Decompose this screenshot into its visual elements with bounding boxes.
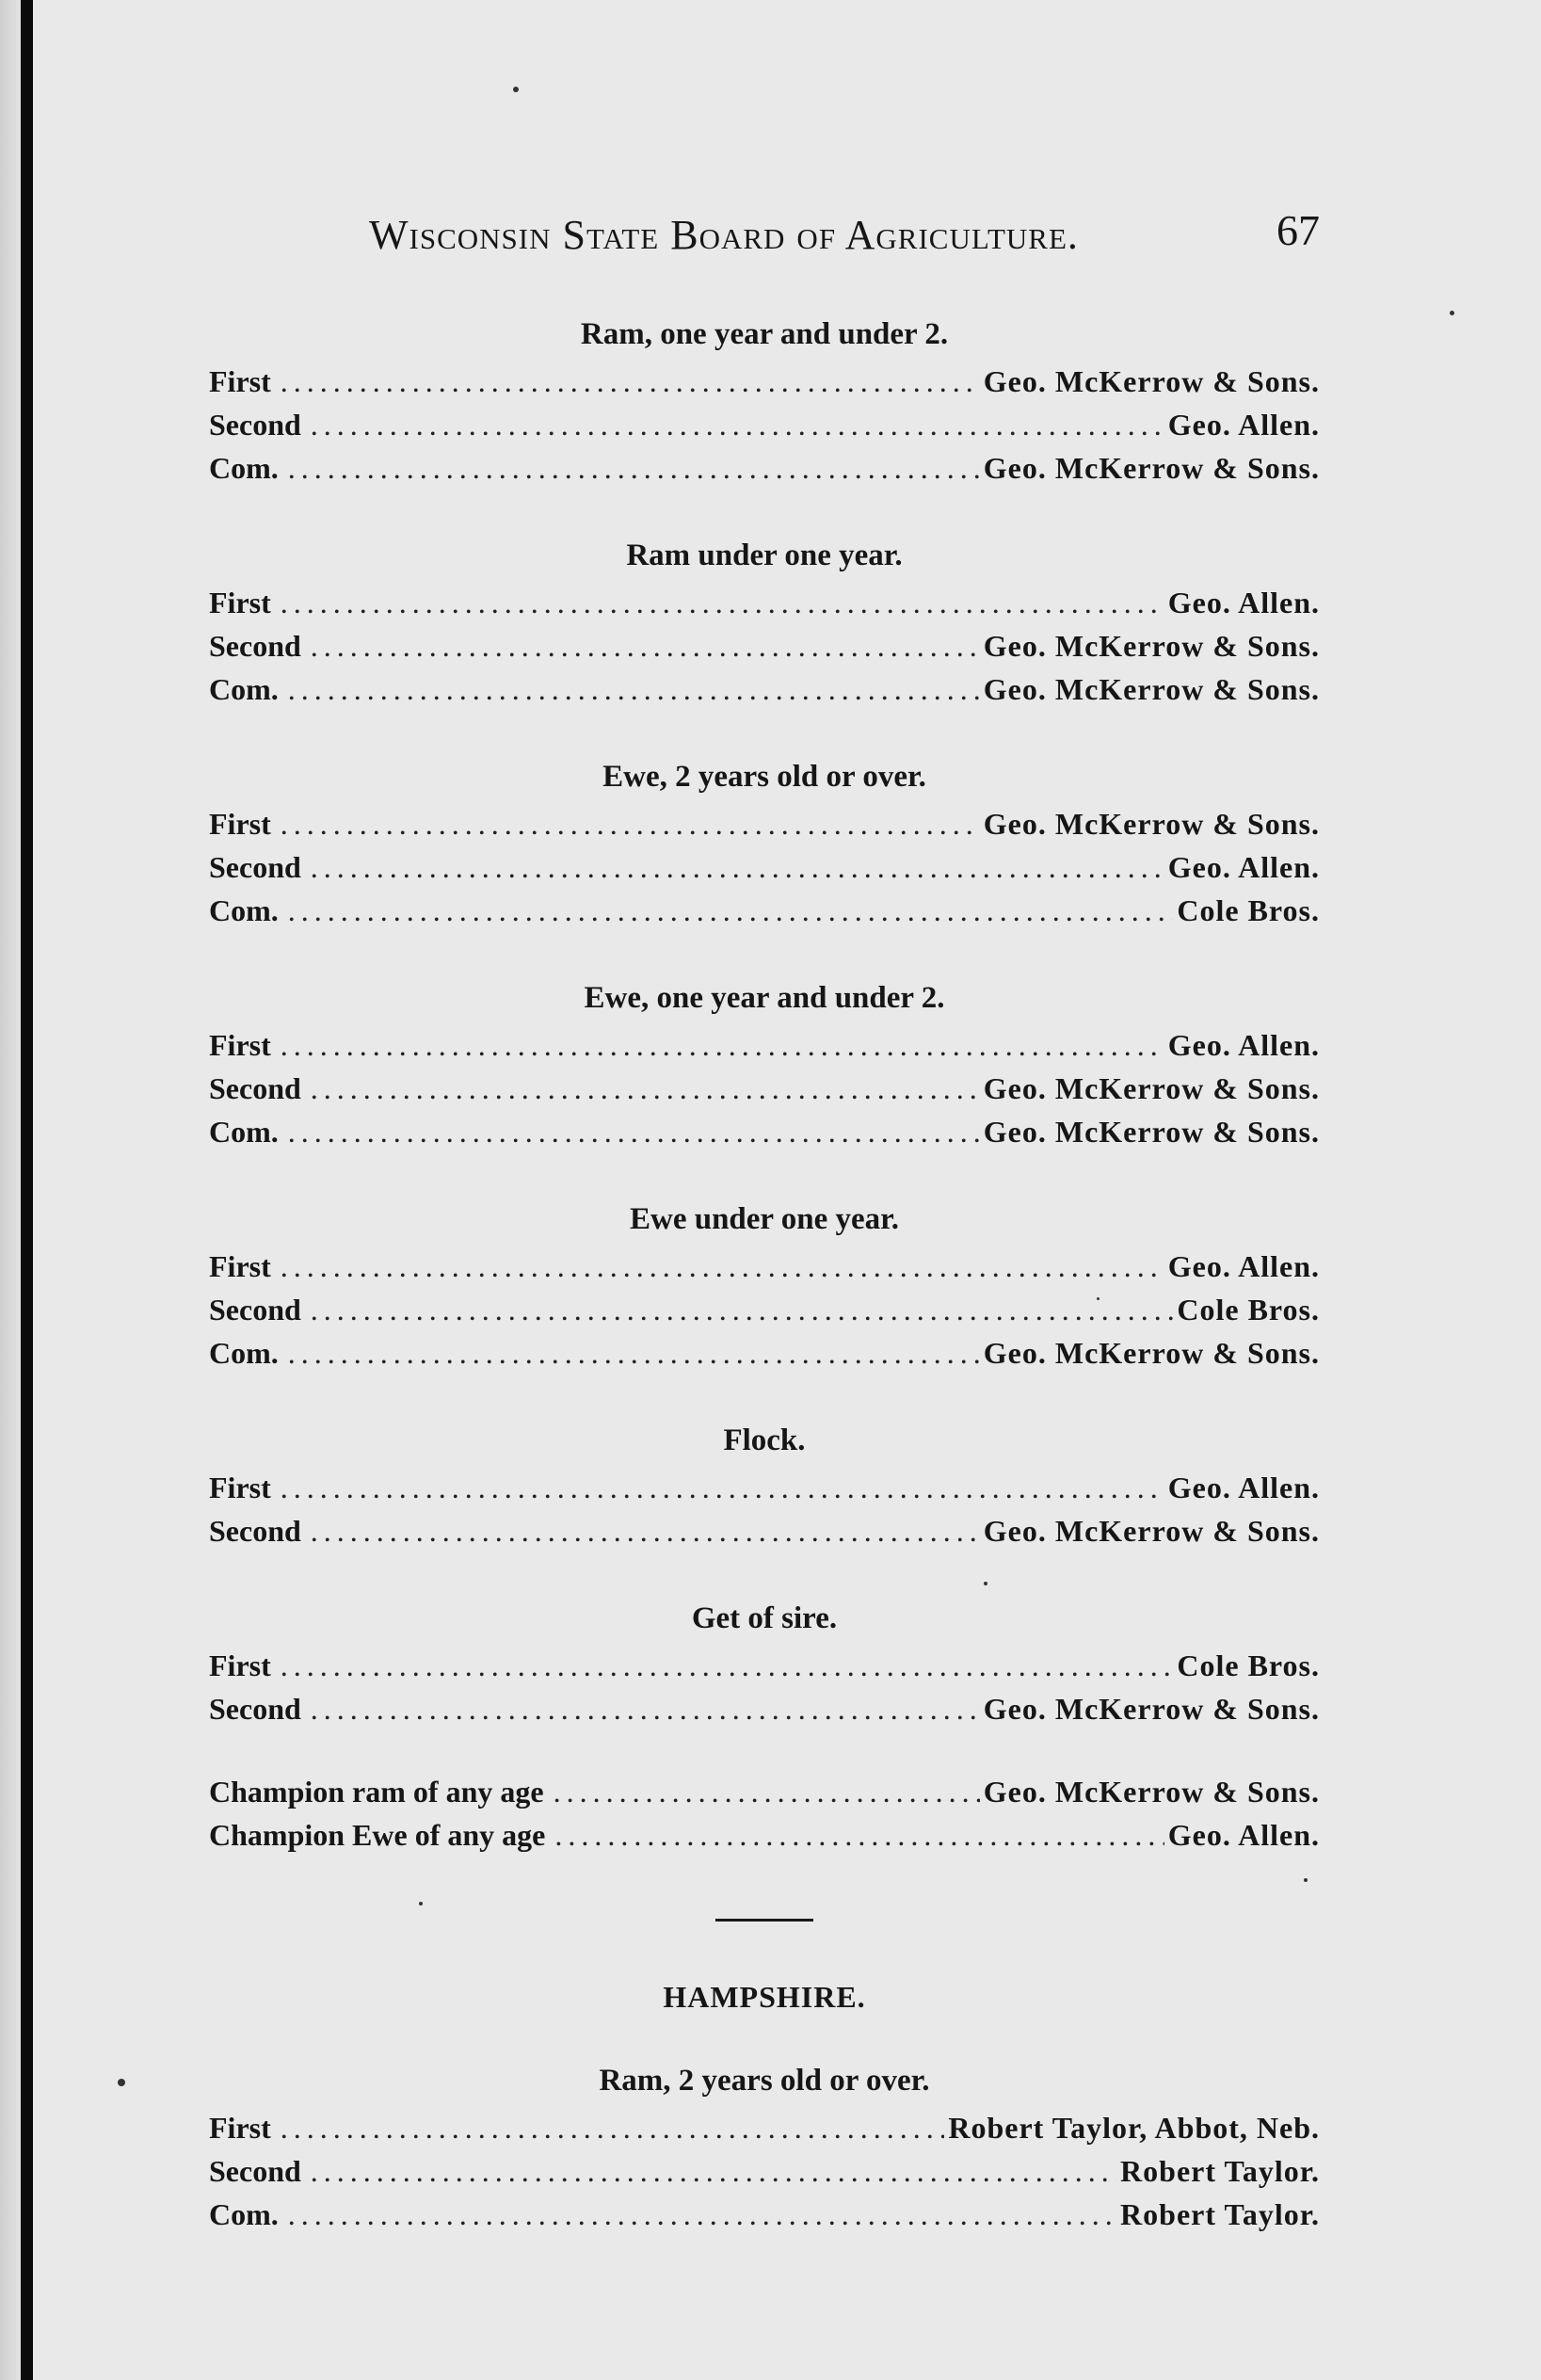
- award-winner: Geo. McKerrow & Sons.: [983, 1514, 1320, 1548]
- section-title: Ram under one year.: [626, 539, 903, 572]
- dot-leader: [288, 889, 1174, 932]
- award-section: [209, 1419, 1320, 1552]
- dot-leader: [311, 624, 980, 667]
- award-place: Second: [209, 1514, 301, 1548]
- book-binding-edge: [21, 0, 33, 2380]
- award-winner: Cole Bros.: [1177, 893, 1320, 927]
- award-winner: Geo. Allen.: [1167, 1249, 1320, 1283]
- award-place: Com.: [209, 451, 279, 485]
- award-row: [209, 1509, 1320, 1552]
- section-title: Flock.: [723, 1423, 806, 1457]
- section-title: Ewe, one year and under 2.: [584, 981, 945, 1015]
- award-section: [209, 313, 1320, 490]
- dot-leader: [281, 802, 980, 845]
- award-row: [209, 1813, 1320, 1857]
- award-row: [209, 1687, 1320, 1730]
- award-place: Com.: [209, 672, 279, 706]
- award-section: [209, 976, 1320, 1153]
- award-winner: Geo. McKerrow & Sons.: [983, 807, 1320, 841]
- section-title: Ram, one year and under 2.: [580, 317, 949, 351]
- award-rows: [209, 2106, 1320, 2236]
- award-row: [209, 667, 1320, 711]
- dot-leader: [288, 1331, 980, 1375]
- award-place: Second: [209, 1071, 301, 1105]
- paper-speck: [1097, 1297, 1100, 1300]
- award-winner: Geo. McKerrow & Sons.: [983, 1071, 1320, 1105]
- award-winner: Geo. Allen.: [1167, 850, 1320, 884]
- dot-leader: [281, 1023, 1164, 1067]
- award-place: Second: [209, 850, 301, 884]
- award-place: Second: [209, 1293, 301, 1327]
- award-winner: Geo. McKerrow & Sons.: [983, 1115, 1320, 1149]
- award-place: First: [209, 807, 271, 841]
- award-section: [209, 1597, 1320, 1730]
- award-row: [209, 845, 1320, 889]
- award-row: [209, 1644, 1320, 1687]
- section-title: Get of sire.: [691, 1601, 838, 1635]
- page-edge-shadow: [0, 0, 21, 2380]
- dot-leader: [281, 1466, 1164, 1509]
- award-row: [209, 1288, 1320, 1331]
- award-place: Second: [209, 629, 301, 663]
- award-winner: Geo. Allen.: [1167, 1028, 1320, 1062]
- award-winner: Geo. McKerrow & Sons.: [983, 364, 1320, 398]
- award-winner: Geo. McKerrow & Sons.: [983, 1336, 1320, 1370]
- award-winner: Geo. McKerrow & Sons.: [983, 451, 1320, 485]
- paper-speck: [513, 87, 519, 92]
- dot-leader: [554, 1770, 980, 1813]
- award-winner: Geo. Allen.: [1167, 586, 1320, 619]
- award-winner: Geo. McKerrow & Sons.: [983, 1692, 1320, 1726]
- award-winner: Geo. McKerrow & Sons.: [983, 629, 1320, 663]
- paper-speck: [1450, 311, 1454, 315]
- paper-speck: [984, 1582, 987, 1585]
- dot-leader: [281, 1644, 1174, 1687]
- award-sections: [209, 313, 1320, 1730]
- award-winner: Geo. Allen.: [1167, 1818, 1320, 1852]
- page-number: 67: [1276, 206, 1320, 254]
- award-row: [209, 1110, 1320, 1153]
- award-place: Com.: [209, 2197, 279, 2231]
- running-head: [209, 198, 1320, 264]
- award-place: First: [209, 364, 271, 398]
- award-row: [209, 2149, 1320, 2193]
- dot-leader: [281, 581, 1164, 624]
- book-page: [209, 198, 1320, 2236]
- award-row: [209, 446, 1320, 490]
- paper-speck: [1304, 1878, 1308, 1882]
- dot-leader: [311, 1687, 980, 1730]
- award-place: Com.: [209, 1336, 279, 1370]
- award-row: [209, 1466, 1320, 1509]
- award-section: [209, 2059, 1320, 2236]
- award-winner: Robert Taylor.: [1120, 2154, 1320, 2188]
- award-place: Champion Ewe of any age: [209, 1818, 546, 1852]
- award-place: Com.: [209, 1115, 279, 1149]
- dot-leader: [311, 1509, 980, 1552]
- award-winner: Robert Taylor.: [1120, 2197, 1320, 2231]
- dot-leader: [288, 667, 980, 711]
- award-row: [209, 403, 1320, 446]
- award-winner: Geo. McKerrow & Sons.: [983, 672, 1320, 706]
- award-row: [209, 1245, 1320, 1288]
- award-row: [209, 2106, 1320, 2149]
- paper-speck: [419, 1902, 423, 1906]
- award-place: First: [209, 1249, 271, 1283]
- dot-leader: [311, 1288, 1174, 1331]
- award-place: Second: [209, 408, 301, 442]
- award-winner: Robert Taylor, Abbot, Neb.: [948, 2111, 1320, 2145]
- paper-speck: [118, 2079, 125, 2086]
- award-place: First: [209, 1471, 271, 1504]
- award-row: [209, 1023, 1320, 1067]
- award-winner: Cole Bros.: [1177, 1293, 1320, 1327]
- section-divider: [715, 1919, 813, 1922]
- award-row: [209, 802, 1320, 845]
- award-place: Com.: [209, 893, 279, 927]
- dot-leader: [281, 1245, 1164, 1288]
- dot-leader: [281, 2106, 945, 2149]
- award-section: [209, 1198, 1320, 1375]
- dot-leader: [288, 1110, 980, 1153]
- champion-awards: [209, 1770, 1320, 1857]
- dot-leader: [288, 446, 980, 490]
- dot-leader: [554, 1813, 1164, 1857]
- award-place: First: [209, 1028, 271, 1062]
- running-title: Wisconsin State Board of Agriculture.: [369, 212, 1079, 258]
- award-winner: Geo. Allen.: [1167, 408, 1320, 442]
- award-row: [209, 1770, 1320, 1813]
- award-row: [209, 624, 1320, 667]
- breed-heading: HAMPSHIRE.: [663, 1980, 866, 2014]
- dot-leader: [281, 360, 980, 403]
- award-row: [209, 1067, 1320, 1110]
- award-place: Second: [209, 1692, 301, 1726]
- award-section: [209, 534, 1320, 711]
- award-place: First: [209, 2111, 271, 2145]
- section-title: Ewe, 2 years old or over.: [602, 760, 926, 794]
- award-row: [209, 1331, 1320, 1375]
- dot-leader: [311, 2149, 1116, 2193]
- award-row: [209, 581, 1320, 624]
- award-row: [209, 2193, 1320, 2236]
- award-row: [209, 360, 1320, 403]
- award-winner: Geo. McKerrow & Sons.: [983, 1775, 1320, 1809]
- award-row: [209, 889, 1320, 932]
- award-winner: Geo. Allen.: [1167, 1471, 1320, 1504]
- award-place: First: [209, 586, 271, 619]
- award-place: Second: [209, 2154, 301, 2188]
- dot-leader: [311, 1067, 980, 1110]
- award-section: [209, 755, 1320, 932]
- award-place: First: [209, 1648, 271, 1682]
- award-place: Champion ram of any age: [209, 1775, 544, 1809]
- dot-leader: [311, 403, 1164, 446]
- section-title: Ewe under one year.: [629, 1202, 899, 1236]
- dot-leader: [311, 845, 1164, 889]
- award-winner: Cole Bros.: [1177, 1648, 1320, 1682]
- section-title: Ram, 2 years old or over.: [599, 2064, 930, 2098]
- dot-leader: [288, 2193, 1116, 2236]
